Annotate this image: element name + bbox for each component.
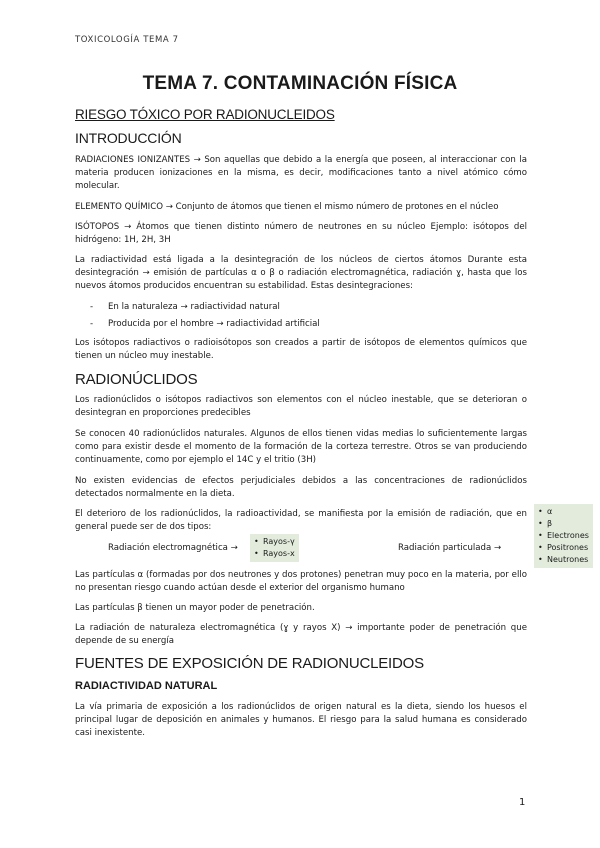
list-item: • Neutrones [538,555,589,564]
list-item: • Electrones [538,531,589,540]
paragraph-radiactividad: La radiactividad está ligada a la desintegración de los núcleos de ciertos átomos Durante esta desintegración → emisión de partículas α o β o radiación electromagnética, radiación ɣ, hasta que los nuevos átomos producidos encuentran su estabilidad. Estas desintegraciones: [75,255,527,291]
paragraph-isotopos-radiactivos: Los isótopos radiactivos o radioisótopos son creados a partir de isótopos de elementos químicos que tienen un núcleo muy inestable. [75,338,527,361]
list-item: • β [538,519,553,528]
paragraph-radiaciones-ionizantes: RADIACIONES IONIZANTES → Son aquellas que debido a la energía que poseen, al interaccionar con la materia producen ionizaciones en la misma, es decir, modificaciones tanto a nivel atómico cómo molecular. [75,155,527,191]
page-number: 1 [519,797,526,808]
paragraph-deterioro: El deterioro de los radionúclidos, la radioactividad, se manifiesta por la emisión de radiación, que en general puede ser de dos tipos: [75,509,527,532]
paragraph-particulas-beta: Las partículas β tienen un mayor poder de penetración. [75,603,315,613]
subheading-radiactividad-natural: RADIACTIVIDAD NATURAL [75,680,218,692]
page-title: TEMA 7. CONTAMINACIÓN FÍSICA [142,73,458,94]
list-item: • α [538,507,553,516]
heading-fuentes-exposicion: FUENTES DE EXPOSICIÓN DE RADIONUCLEIDOS [75,655,424,672]
heading-radionuclidos: RADIONÚCLIDOS [75,371,198,388]
section-heading-riesgo: RIESGO TÓXICO POR RADIONUCLEIDOS [75,107,335,122]
list-item: • Rayos-γ [254,537,295,546]
label-radiacion-particulada: Radiación particulada → [398,543,502,553]
list-item: - Producida por el hombre → radiactividad artificial [90,319,320,329]
paragraph-radionuclidos-definicion: Los radionúclidos o isótopos radiactivos son elementos con el núcleo inestable, que se deterioran o desintegran en proporciones predecibles [75,395,527,418]
list-item: - En la naturaleza → radiactividad natural [90,302,280,312]
paragraph-isotopos: ISÓTOPOS → Átomos que tienen distinto número de neutrones en su núcleo Ejemplo: isótopos del hidrógeno: 1H, 2H, 3H [75,222,527,245]
list-item: • Rayos-x [254,549,295,558]
paragraph-particulas-alfa: Las partículas α (formadas por dos neutrones y dos protones) penetran muy poco en la materia, por ello no presentan riesgo cuando actúan desde el exterior del organismo humano [75,570,527,593]
list-item-text: En la naturaleza → radiactividad natural [108,302,280,312]
list-item: • Positrones [538,543,589,552]
paragraph-efectos-dieta: No existen evidencias de efectos perjudiciales debidos a las concentraciones de radionúclidos detectados normalmente en la dieta. [75,476,527,499]
list-particle-types [534,504,593,568]
label-radiacion-electromagnetica: Radiación electromagnética → [108,543,238,553]
paragraph-radiacion-electromagnetica: La radiación de naturaleza electromagnética (ɣ y rayos X) → importante poder de penetración que depende de su energía [75,623,527,646]
paragraph-elemento-quimico: ELEMENTO QUÍMICO → Conjunto de átomos que tienen el mismo número de protones en el núcleo [75,202,499,212]
list-electromagnetic-types [250,534,299,562]
paragraph-via-primaria: La vía primaria de exposición a los radionúclidos de origen natural es la dieta, siendo los huesos el principal lugar de deposición en animales y humanos. El riesgo para la salud humana es considerado casi inexistente. [75,702,527,738]
list-item-text: Producida por el hombre → radiactividad artificial [108,319,320,329]
heading-introduccion: INTRODUCCIÓN [75,130,182,146]
running-header: TOXICOLOGÍA TEMA 7 [75,35,179,45]
paragraph-radionuclidos-naturales: Se conocen 40 radionúclidos naturales. Algunos de ellos tienen vidas medias lo suficientemente largas como para existir desde el momento de la formación de la corteza terrestre. Otros se van produciendo continuamente, como por ejemplo el 14C y el tritio (3H) [75,429,527,465]
